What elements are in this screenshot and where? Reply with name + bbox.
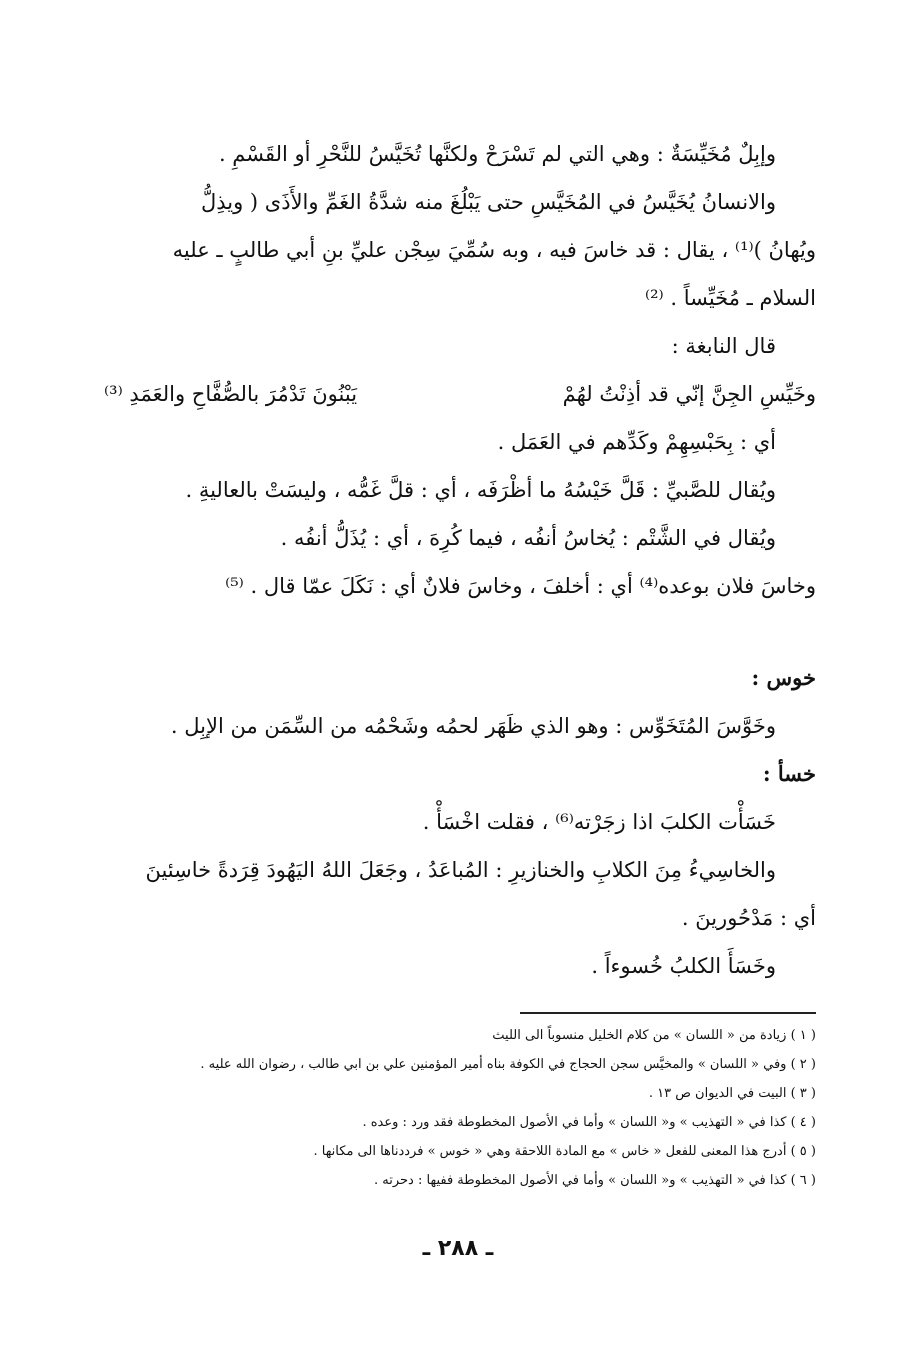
text-line: وخَسَأَ الكلبُ خُسوءاً . xyxy=(591,954,776,978)
text-line: والانسانُ يُخَيَّسُ في المُخَيَّسِ حتى يَبْلُغَ منه شدَّةُ الغَمِّ والأَذَى ( ويذِلُّ xyxy=(200,190,776,214)
text-line: وخَوَّسَ المُتَخَوِّس : وهو الذي ظَهَر لحمُه وشَحْمُه من السِّمَن من الإبِل . xyxy=(170,714,776,738)
footnote: ( ٣ ) البيت في الديوان ص ١٣ . xyxy=(648,1086,816,1101)
text-line: والخاسِيءُ مِنَ الكلابِ والخنازيرِ : المُباعَدُ ، وجَعَلَ اللهُ اليَهُودَ قِرَدةً خاسِئينَ xyxy=(145,858,776,882)
footnote: ( ٦ ) كذا في « التهذيب » و« اللسان » وأما في الأصول المخطوطة ففيها : دحرته . xyxy=(374,1173,816,1188)
main-text xyxy=(104,140,816,1000)
footnote: ( ٥ ) أدرج هذا المعنى للفعل « خاس » مع المادة اللاحقة وهي « خوس » فرددناها الى مكانها . xyxy=(313,1144,816,1159)
verse-first-hemistich: وخَيِّسِ الجِنَّ إنّي قد أذِنْتُ لهُمْ xyxy=(562,382,816,406)
text-line: خَسَأْت الكلبَ اذا زجَرْته⁽⁶⁾ ، فقلت اخْسَأْ . xyxy=(422,810,776,834)
footnotes xyxy=(104,1026,816,1200)
text-line: أي : مَدْحُورينَ . xyxy=(681,906,816,930)
poetry-verse xyxy=(104,380,816,428)
section-heading-khws: خوس : xyxy=(751,665,816,690)
footnote: ( ٢ ) وفي « اللسان » والمخيَّس سجن الحجاج في الكوفة بناه أمير المؤمنين علي بن ابي طالب ، رضوان الله عليه . xyxy=(200,1057,816,1072)
text-line: السلام ـ مُخَيِّساً . ⁽²⁾ xyxy=(644,286,816,310)
footnote: ( ٤ ) كذا في « التهذيب » و« اللسان » وأما في الأصول المخطوطة فقد ورد : وعده . xyxy=(362,1115,816,1130)
text-line: وخاسَ فلان بوعده⁽⁴⁾ أي : أخلفَ ، وخاسَ فلانٌ أي : نَكَلَ عمّا قال . ⁽⁵⁾ xyxy=(225,574,816,598)
text-line: وإبِلٌ مُخَيِّسَةٌ : وهي التي لم تَسْرَحْ ولكنَّها تُخَيَّسُ للنَّحْرِ أو القَسْمِ . xyxy=(218,142,776,166)
text-line: قال النابغة : xyxy=(671,334,776,358)
text-line: ويُهانُ )⁽¹⁾ ، يقال : قد خاسَ فيه ، وبه سُمِّيَ سِجْن عليِّ بنِ أبي طالبٍ ـ عليه xyxy=(172,238,816,262)
section-heading-khsa: خسأ : xyxy=(762,761,816,786)
text-line: أي : بِحَبْسِهِمْ وكَدِّهم في العَمَل . xyxy=(497,430,776,454)
page-number: ـ ٢٨٨ ـ xyxy=(422,1236,494,1261)
verse-second-hemistich: يَبْنُونَ تَدْمُرَ بالصُّفَّاحِ والعَمَدِ ⁽³⁾ xyxy=(104,382,358,406)
text-line: ويُقال للصَّبيِّ : قَلَّ خَيْسُهُ ما أظْرَفَه ، أي : قلَّ غَمُّه ، وليسَتْ بالعاليةِ . xyxy=(185,478,776,502)
footnote-divider xyxy=(520,1012,816,1014)
spacer xyxy=(104,620,816,664)
page-content xyxy=(104,140,816,1200)
footnote: ( ١ ) زيادة من « اللسان » من كلام الخليل منسوباً الى الليث xyxy=(492,1028,816,1043)
text-line: ويُقال في الشَّتْم : يُخاسُ أنفُه ، فيما كُرِهَ ، أي : يُذَلُّ أنفُه . xyxy=(280,526,776,550)
